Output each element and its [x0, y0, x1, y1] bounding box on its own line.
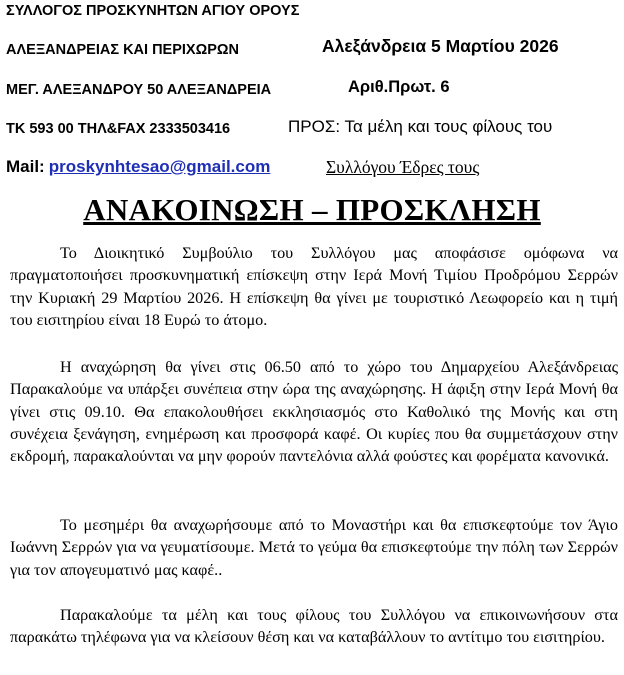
mail-link[interactable]: proskynhtesao@gmail.com [48, 157, 271, 176]
mail-label: Mail: [6, 157, 45, 176]
association-region: ΑΛΕΞΑΝΔΡΕΙΑΣ ΚΑΙ ΠΕΡΙΧΩΡΩΝ [6, 42, 239, 58]
paragraph-contact-request: Παρακαλούμε τα μέλη και τους φίλους του Συλλόγου να επικοινωνήσουν στα παρακάτω τηλέφωνα για να κλείσουν θέση και να καταβάλλουν το αντίτιμο του εισιτηρίου. [10, 606, 618, 647]
recipients-line-1: ΠΡΟΣ: Τα μέλη και τους φίλους του [288, 117, 553, 136]
paragraph-departure-details: Η αναχώρηση θα γίνει στις 06.50 από το χώρο του Δημαρχείου Αλεξάνδρειας Παρακαλούμε να υπάρξει συνέπεια στην ώρα της αναχώρησης. Η άφιξη στην Ιερά Μονή θα γίνει στις 09.10. Θα επακολουθήσει εκκλησιασμός στο Καθολικό της Μονής και στη συνέχεια ξενάγηση, ενημέρωση και προσφορά καφέ. Οι κυρίες που θα συμμετάσχουν στην εκδρομή, παρακαλούνται να μην φορούν παντελόνια αλλά φούστες και φορέματα κανονικά. [10, 358, 618, 466]
paragraph-afternoon-plan: Το μεσημέρι θα αναχωρήσουμε από το Μοναστήρι και θα επισκεφτούμε τον Άγιο Ιωάννη Σερρών για να γευματίσουμε. Μετά το γεύμα θα επισκεφτούμε την πόλη των Σερρών για τον απογευματινό μας καφέ.. [10, 516, 618, 579]
association-name: ΣΥΛΛΟΓΟΣ ΠΡΟΣΚΥΝΗΤΩΝ ΑΓΙΟΥ ΟΡΟΥΣ [6, 3, 300, 19]
association-postal-phone: ΤΚ 593 00 ΤΗΛ&FAX 2333503416 [6, 121, 231, 137]
place-date: Αλεξάνδρεια 5 Μαρτίου 2026 [322, 36, 559, 56]
recipients-line-2: Συλλόγου Έδρες τους [326, 157, 480, 177]
paragraph-trip-announcement: Το Διοικητικό Συμβούλιο του Συλλόγου μας αποφάσισε ομόφωνα να πραγματοποιήσει προσκυνηματική επίσκεψη στην Ιερά Μονή Τιμίου Προδρόμου Σερρών την Κυριακή 29 Μαρτίου 2026. Η επίσκεψη θα γίνει με τουριστικό Λεωφορείο και η τιμή του εισιτηρίου είναι 18 Ευρώ το άτομο. [10, 244, 618, 329]
mail-line [6, 157, 270, 177]
association-address: ΜΕΓ. ΑΛΕΞΑΝΔΡΟΥ 50 ΑΛΕΞΑΝΔΡΕΙΑ [6, 82, 272, 98]
page-title: ΑΝΑΚΟΙΝΩΣΗ – ΠΡΟΣΚΛΗΣΗ [83, 192, 541, 227]
protocol-number: Αριθ.Πρωτ. 6 [348, 78, 450, 96]
